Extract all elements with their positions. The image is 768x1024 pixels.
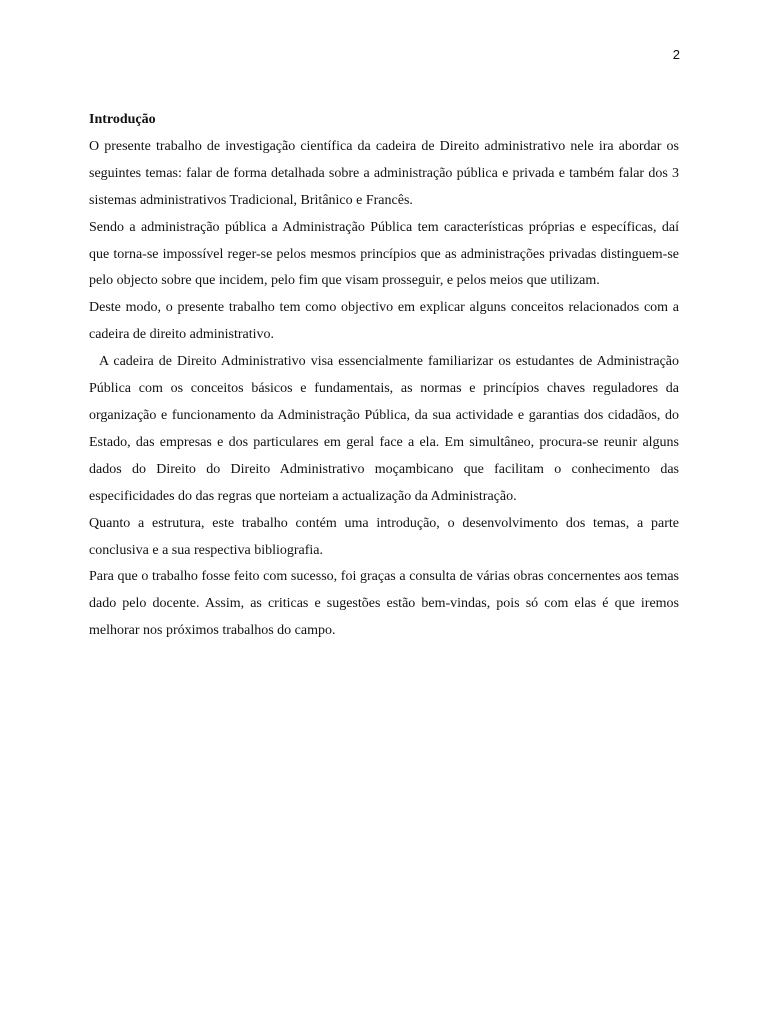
paragraph-2: Sendo a administração pública a Administração Pública tem características próprias e específicas, daí que torna-se impossível reger-se pelos mesmos princípios que as administrações privadas distinguem-se pelo objecto sobre que incidem, pelo fim que visam prosseguir, e pelos meios que utilizam. bbox=[89, 219, 679, 289]
section-heading: Introdução bbox=[89, 112, 156, 127]
paragraph-4: A cadeira de Direito Administrativo visa essencialmente familiarizar os estudantes de Administração Pública com os conceitos básicos e fundamentais, as normas e princípios chaves reguladores da organização e funcionamento da Administração Pública, da sua actividade e garantias dos cidadãos, do Estado, das empresas e dos particulares em geral face a ela. Em simultâneo, procura-se reunir alguns dados do Direito do Direito Administrativo moçambicano que facilitam o conhecimento das especificidades do das regras que norteiam a actualização da Administração. bbox=[89, 354, 679, 504]
document-body bbox=[89, 107, 679, 645]
paragraph-5: Quanto a estrutura, este trabalho contém uma introdução, o desenvolvimento dos temas, a parte conclusiva e a sua respectiva bibliografia. bbox=[89, 515, 679, 558]
paragraph-3: Deste modo, o presente trabalho tem como objectivo em explicar alguns conceitos relacionados com a cadeira de direito administrativo. bbox=[89, 300, 679, 343]
page-number: 2 bbox=[672, 47, 680, 62]
paragraph-1: O presente trabalho de investigação científica da cadeira de Direito administrativo nele ira abordar os seguintes temas: falar de forma detalhada sobre a administração pública e privada e também falar dos 3 sistemas administrativos Tradicional, Britânico e Francês. bbox=[89, 138, 679, 208]
paragraph-6: Para que o trabalho fosse feito com sucesso, foi graças a consulta de várias obras concernentes aos temas dado pelo docente. Assim, as criticas e sugestões estão bem-vindas, pois só com elas é que iremos melhorar nos próximos trabalhos do campo. bbox=[89, 569, 679, 639]
